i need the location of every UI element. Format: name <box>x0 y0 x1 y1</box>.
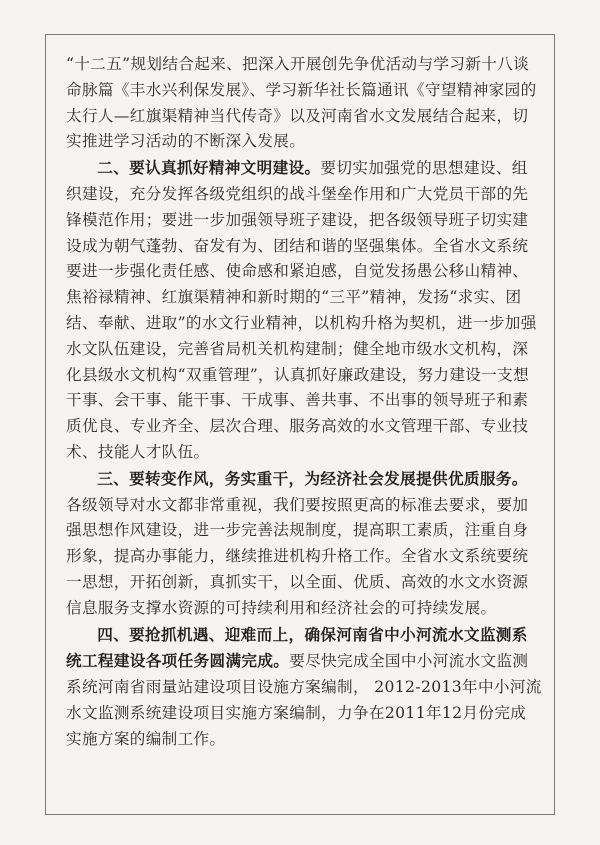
paragraph-3-heading: 三、要转变作风，务实重干，为经济社会发展提供优质服务。 <box>97 468 528 488</box>
paragraph-continuation <box>66 52 542 155</box>
paragraph-2-heading: 二、要认真抓好精神文明建设。 <box>97 158 321 178</box>
paragraph-1-text: “十二五”规划结合起来、把深入开展创先争优活动与学习新十八谈命脉篇《丰水兴利保发展》、学习新华社长篇通讯《守望精神家园的太行人—红旗渠精神当代传奇》以及河南省水文发展结合起来，切实推进学习活动的不断深入发展。 <box>66 55 537 151</box>
paragraph-spiritual-civilization <box>66 155 542 466</box>
paragraph-work-style <box>66 466 542 622</box>
paragraph-4-heading: 四、要抢抓机遇、迎难而上，确保河南省中小河流水文监测系统工程建设各项任务圆满完成。 <box>66 624 528 671</box>
paragraph-monitoring-project <box>66 622 542 753</box>
paragraph-4-text: 要尽快完成全国中小河流水文监测系统河南省雨量站建设项目设施方案编制， 2012-2013年中小河流水文监测系统建设项目实施方案编制，力争在2011年12月份完成实施方案的编制工作。 <box>66 652 542 748</box>
paragraph-3-text: 各级领导对水文都非常重视，我们要按照更高的标准去要求，要加强思想作风建设，进一步完善法规制度，提高职工素质，注重自身形象，提高办事能力，继续推进机构升格工作。全省水文系统要统一思想，开拓创新，真抓实干，以全面、优质、高效的水文水资源信息服务支撑水资源的可持续利用和经济社会的可持续发展。 <box>66 495 529 617</box>
paragraph-2-text: 要切实加强党的思想建设、组织建设，充分发挥各级党组织的战斗堡垒作用和广大党员干部的先锋模范作用；要进一步加强领导班子建设，把各级领导班子切实建设成为朝气蓬勃、奋发有为、团结和谐的坚强集体。全省水文系统要进一步强化责任感、使命感和紧迫感，自觉发扬愚公移山精神、焦裕禄精神、红旗渠精神和新时期的“三平”精神，发扬“求实、团结、奉献、进取”的水文行业精神，以机构升格为契机，进一步加强水文队伍建设，完善省局机关机构建制；健全地市级水文机构，深化县级水文机构“双重管理”，认真抓好廉政建设，努力建设一支想干事、会干事、能干事、干成事、善共事、不出事的领导班子和素质优良、专业齐全、层次合理、服务高效的水文管理干部、专业技术、技能人才队伍。 <box>66 159 537 461</box>
document-body <box>66 52 542 753</box>
